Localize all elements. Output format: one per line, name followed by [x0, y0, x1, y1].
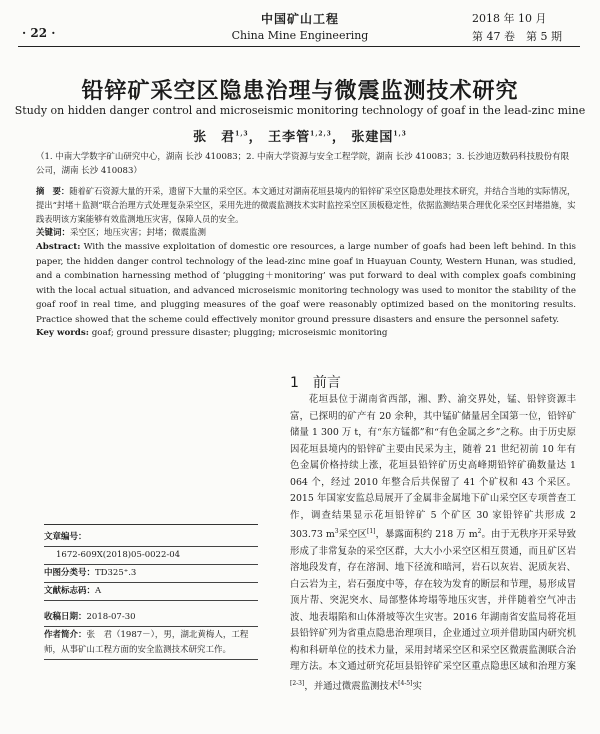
keywords-en-label: Key words: — [36, 328, 89, 338]
body-text-run: 实 — [412, 680, 422, 692]
doc-id-label: 文献标志码： — [44, 586, 96, 596]
author-affil-sup: 1,3 — [235, 130, 249, 138]
abstract-cn-label: 摘 要： — [36, 186, 70, 196]
section-title: 前言 — [312, 375, 341, 391]
paper-title-en: Study on hidden danger control and microseismic monitoring technology of goaf in the lead-zinc mine — [14, 104, 586, 117]
author-name: 张 君 — [193, 130, 236, 145]
body-text-run: ，并通过微震监测技术 — [304, 680, 399, 692]
received-row — [44, 609, 258, 627]
doc-code-row — [44, 529, 258, 547]
abstract-en-text: With the massive exploitation of domestic ore resources, a large number of goafs had been left behind. In this paper, the hidden danger control technology of the lead-zinc mine goaf in Huayuan County, Western Hunan, was studied, and a combination harnessing method of ‘plugging＋monitoring’ was put forward to deal with complex goafs combining with the local actual situation, and advanced microseismic monitoring technology was used to monitor the stability of the goaf roof in real time, and plugging measures of the goaf were reasonably optimized based on the monitoring results. Practice showed that the scheme could effectively monitor ground pressure disasters and ensure the personnel safety. — [36, 242, 576, 325]
doc-code-value: 1672-609X(2018)05-0022-04 — [56, 550, 181, 560]
author-bio-row — [44, 627, 258, 660]
author-name: 王李管 — [268, 130, 311, 145]
citation: [1] — [367, 528, 376, 535]
doc-id-row — [44, 583, 258, 601]
citation: [4-5] — [398, 679, 413, 687]
abstract-cn — [36, 184, 576, 226]
doc-code-label: 文章编号： — [44, 532, 87, 542]
clc-row — [44, 565, 258, 583]
author-bio-label: 作者简介： — [44, 630, 87, 640]
keywords-cn-text: 采空区；地压灾害；封堵；微震监测 — [70, 228, 207, 238]
author-sep: ， — [248, 130, 263, 145]
body-text — [290, 392, 576, 695]
author-bio-text: 张 君（1987－），男，湖北黄梅人，工程师，从事矿山工程方面的安全监测技术研究工作。 — [44, 630, 249, 655]
author-affil-sup: 1,3 — [393, 130, 407, 138]
box-spacer — [44, 601, 258, 609]
issue-date: 2018 年 10 月 — [472, 12, 547, 25]
abstract-en — [36, 240, 576, 327]
body-text-run: 采空区 — [338, 529, 367, 541]
keywords-cn-label: 关键词： — [36, 228, 71, 238]
superscript: 2 — [477, 528, 482, 535]
superscript: 3 — [334, 528, 339, 535]
section-number: 1 — [290, 375, 299, 391]
paper-title-cn: 铅锌矿采空区隐患治理与微震监测技术研究 — [81, 79, 519, 104]
journal-title-en: China Mine Engineering — [231, 29, 369, 42]
author-affil-sup: 1,2,3 — [310, 130, 332, 138]
clc-label: 中图分类号： — [44, 568, 96, 578]
body-text-run: 。由于无秩序开采导致形成了非常复杂的采空区群，大大小小采空区相互贯通，而且矿区岩溶地段发育，存在溶洞、地下径流和暗河，岩石以灰岩、泥质灰岩、白云岩为主，岩石强度中等，存在较为发育的断层和节理，易形成冒顶片帮、突泥突水、局部整体垮塌等地压灾害，并伴随着空气冲击波、地表塌陷和山体滑坡等次生灾害。2016 年湖南省安监局将花垣县铅锌矿列为省重点隐患治理项目，企业通过立项并借助国内研究机构和科研单位的技术力量，采用封堵采空区和采空区微震监测联合治理方法。本文通过研究花垣县铅锌矿采空区重点隐患区域和治理方案 — [290, 529, 576, 673]
volume-issue: 第 47 卷 第 5 期 — [472, 30, 562, 43]
journal-title-cn: 中国矿山工程 — [260, 12, 339, 26]
author-sep: ， — [331, 130, 346, 145]
doc-id-value: A — [95, 586, 102, 596]
received-label: 收稿日期： — [44, 612, 87, 622]
page-number: · 22 · — [22, 26, 56, 40]
article-info-box — [44, 524, 258, 660]
abstract-cn-text: 随着矿石资源大量的开采，遗留下大量的采空区。本文通过对湖南花垣县境内的铅锌矿采空区隐患处理技术研究，并结合当地的实际情况，提出“封堵＋监测”联合治理方式处理复杂采空区，采用先进的微震监测技术实时监控采空区顶板稳定性，依据监测结果合理优化采空区封堵措施，实践表明该方案能够有效监测地压灾害，保障人员的安全。 — [36, 186, 576, 224]
clc-value: TD325⁺.3 — [95, 568, 137, 578]
header-rule — [18, 46, 580, 47]
body-text-run: 花垣县位于湖南省西部，湘、黔、渝交界处，锰、铅锌资源丰富，已探明的矿产有 20 余种，其中锰矿储量居全国第一位，铅锌矿储量 1 300 万 t，有“东方锰都”和“有色金属之乡”之称。由于历史原因花垣县境内的铅锌矿主要由民采为主，随着 21 世纪初前 10 年有色金属价格持续上涨，花垣县铅锌矿历史高峰期铅锌矿确数量达 1 064 个，经过 2010 年整合后共保留了 41 个矿权和 43 个采区。2015 年国家安监总局展开了金属非金属地下矿山采空区专项普查工作，调查结果显示花垣铅锌矿 5 个矿区 30 家铅锌矿共形成 2 303.73 m — [290, 394, 576, 541]
body-paragraph — [290, 392, 576, 695]
section-heading — [290, 372, 341, 392]
doc-code-value-row — [44, 547, 258, 565]
keywords-cn — [36, 226, 576, 238]
body-text-run: ，暴露面积约 218 万 m — [375, 529, 478, 541]
keywords-en-text: goaf; ground pressure disaster; plugging; microseismic monitoring — [91, 328, 388, 338]
citation: [2-3] — [290, 679, 305, 687]
abstract-en-label: Abstract: — [36, 242, 81, 252]
author-name: 张建国 — [351, 130, 394, 145]
author-list — [0, 126, 600, 145]
keywords-en — [36, 328, 576, 338]
issue-info — [472, 10, 562, 46]
received-value: 2018-07-30 — [86, 612, 136, 622]
affiliations: （1. 中南大学数字矿山研究中心，湖南 长沙 410083；2. 中南大学资源与安全工程学院，湖南 长沙 410083；3. 长沙迪迈数码科技股份有限公司，湖南 长沙 410083） — [36, 152, 570, 176]
